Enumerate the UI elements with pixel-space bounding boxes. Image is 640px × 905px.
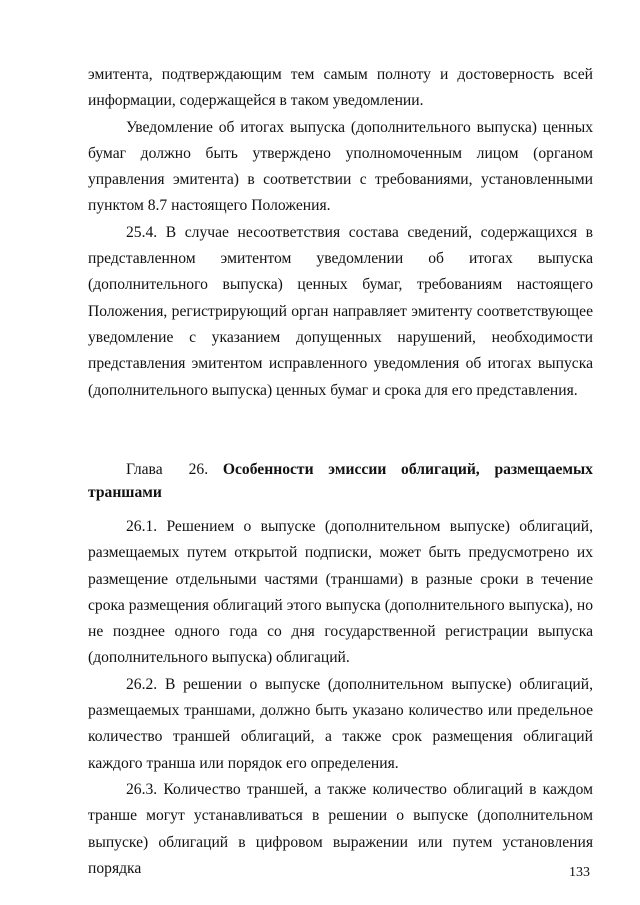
body-text-chapter-26 xyxy=(88,514,593,882)
paragraph-notice-approval: Уведомление об итогах выпуска (дополнительного выпуска) ценных бумаг должно быть утверждено уполномоченным лицом (органом управления эмитента) в соответствии с требованиями, установленными пунктом 8.7 настоящего Положения. xyxy=(88,118,593,215)
paragraph-26-3: 26.3. Количество траншей, а также количество облигаций в каждом транше могут устанавливаться в решении о выпуске (дополнительном выпуске) облигаций в цифровом выражении или путем установления порядка xyxy=(88,780,593,877)
chapter-number: 26. xyxy=(188,461,209,478)
page-number: 133 xyxy=(569,865,590,880)
paragraph-26-1: 26.1. Решением о выпуске (дополнительном выпуске) облигаций, размещаемых путем открытой подписки, может быть предусмотрено их размещение отдельными частями (траншами) в разные сроки в течение срока размещения облигаций этого выпуска (дополнительного выпуска), но не позднее одного года со дня государственной регистрации выпуска (дополнительного выпуска) облигаций. xyxy=(88,518,593,667)
paragraph-26-2: 26.2. В решении о выпуске (дополнительном выпуске) облигаций, размещаемых траншами, должно быть указано количество или предельное количество траншей облигаций, а также срок размещения облигаций каждого транша или порядок его определения. xyxy=(88,675,593,772)
chapter-title: Особенности эмиссии облигаций, размещаемых траншами xyxy=(88,461,593,501)
body-text-top xyxy=(88,62,593,404)
chapter-label: Глава xyxy=(126,461,163,478)
paragraph-continuation: эмитента, подтверждающим тем самым полноту и достоверность всей информации, содержащейся в таком уведомлении. xyxy=(88,66,593,110)
paragraph-25-4: 25.4. В случае несоответствия состава сведений, содержащихся в представленном эмитентом уведомлении об итогах выпуска (дополнительного выпуска) ценных бумаг, требованиям настоящего Положения, регистрирующий орган направляет эмитенту соответствующее уведомление с указанием допущенных нарушений, необходимости представления эмитентом исправленного уведомления об итогах выпуска (дополнительного выпуска) ценных бумаг и срока для его представления. xyxy=(88,223,593,399)
chapter-heading xyxy=(88,458,593,504)
